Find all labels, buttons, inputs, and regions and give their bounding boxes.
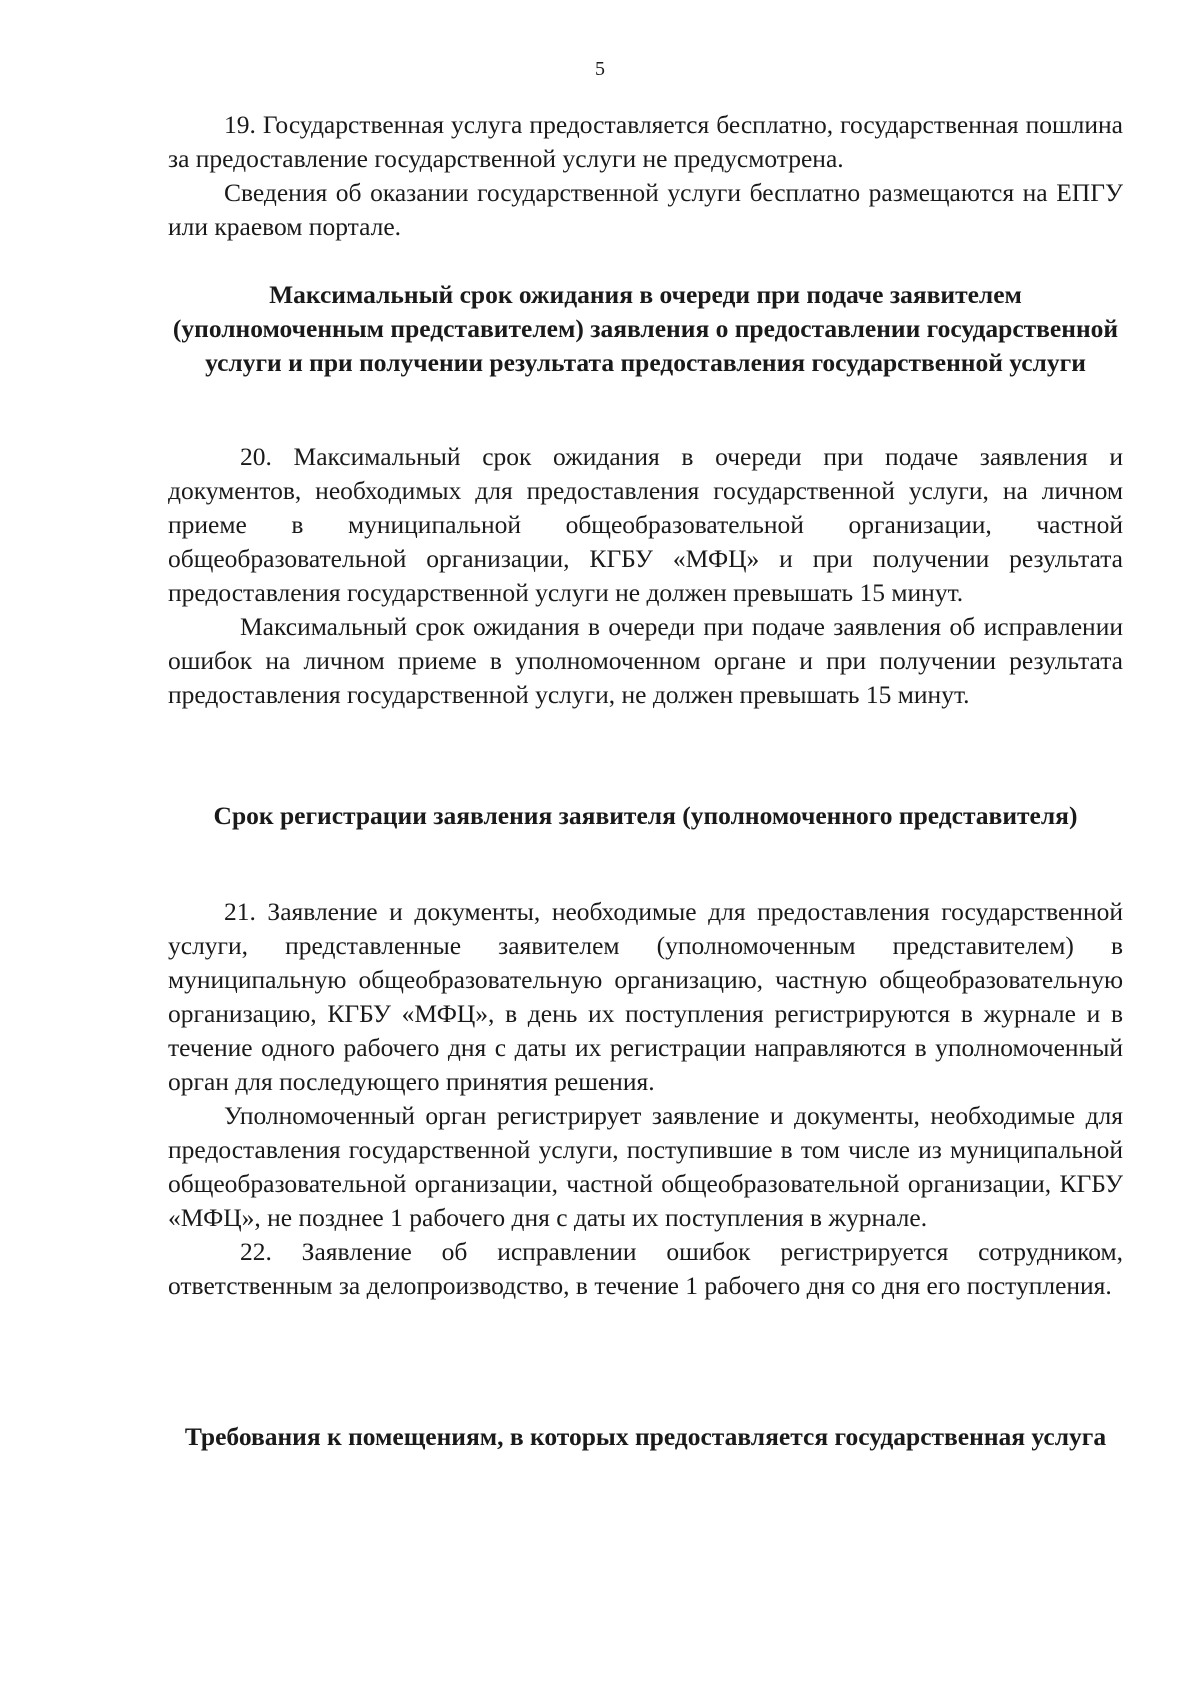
- heading-premises-requirements: Требования к помещениям, в которых предоставляется государственная услуга: [184, 1422, 1107, 1451]
- paragraph-21: 21. Заявление и документы, необходимые для предоставления государственной услуги, представленные заявителем (уполномоченным представителем) в муниципальную общеобразовательную организацию, частную общеобразовательную организацию, КГБУ «МФЦ», в день их поступления регистрируются в журнале и в течение одного рабочего дня с даты их регистрации направляются в уполномоченный орган для последующего принятия решения.: [168, 897, 1123, 1096]
- paragraph-19-info: Сведения об оказании государственной услуги бесплатно размещаются на ЕПГУ или краевом портале.: [168, 178, 1123, 241]
- section-20: [168, 440, 1123, 712]
- paragraph-22: 22. Заявление об исправлении ошибок регистрируется сотрудником, ответственным за делопроизводство, в течение 1 рабочего дня со дня его поступления.: [168, 1237, 1123, 1300]
- paragraph-21-authority: Уполномоченный орган регистрирует заявление и документы, необходимые для предоставления государственной услуги, поступившие в том числе из муниципальной общеобразовательной организации, частной общеобразовательной организации, КГБУ «МФЦ», не позднее 1 рабочего дня с даты их поступления в журнале.: [168, 1101, 1123, 1232]
- heading-registration-time: Срок регистрации заявления заявителя (уполномоченного представителя): [213, 801, 1078, 830]
- heading-queue-time: Максимальный срок ожидания в очереди при подаче заявителем (уполномоченным представителем) заявления о предоставлении государственной услуги и при получении результата предоставления государственной услуги: [172, 280, 1119, 377]
- section-21: [168, 895, 1123, 1303]
- page-number: 5: [595, 58, 605, 80]
- paragraph-20-corrections: Максимальный срок ожидания в очереди при подаче заявления об исправлении ошибок на личном приеме в уполномоченном органе и при получении результата предоставления государственной услуги, не должен превышать 15 минут.: [168, 612, 1123, 709]
- section-19: [168, 108, 1123, 244]
- paragraph-19: 19. Государственная услуга предоставляется бесплатно, государственная пошлина за предоставление государственной услуги не предусмотрена.: [168, 110, 1123, 173]
- paragraph-20: 20. Максимальный срок ожидания в очереди при подаче заявления и документов, необходимых для предоставления государственной услуги, на личном приеме в муниципальной общеобразовательной организации, частной общеобразовательной организации, КГБУ «МФЦ» и при получении результата предоставления государственной услуги не должен превышать 15 минут.: [168, 442, 1123, 607]
